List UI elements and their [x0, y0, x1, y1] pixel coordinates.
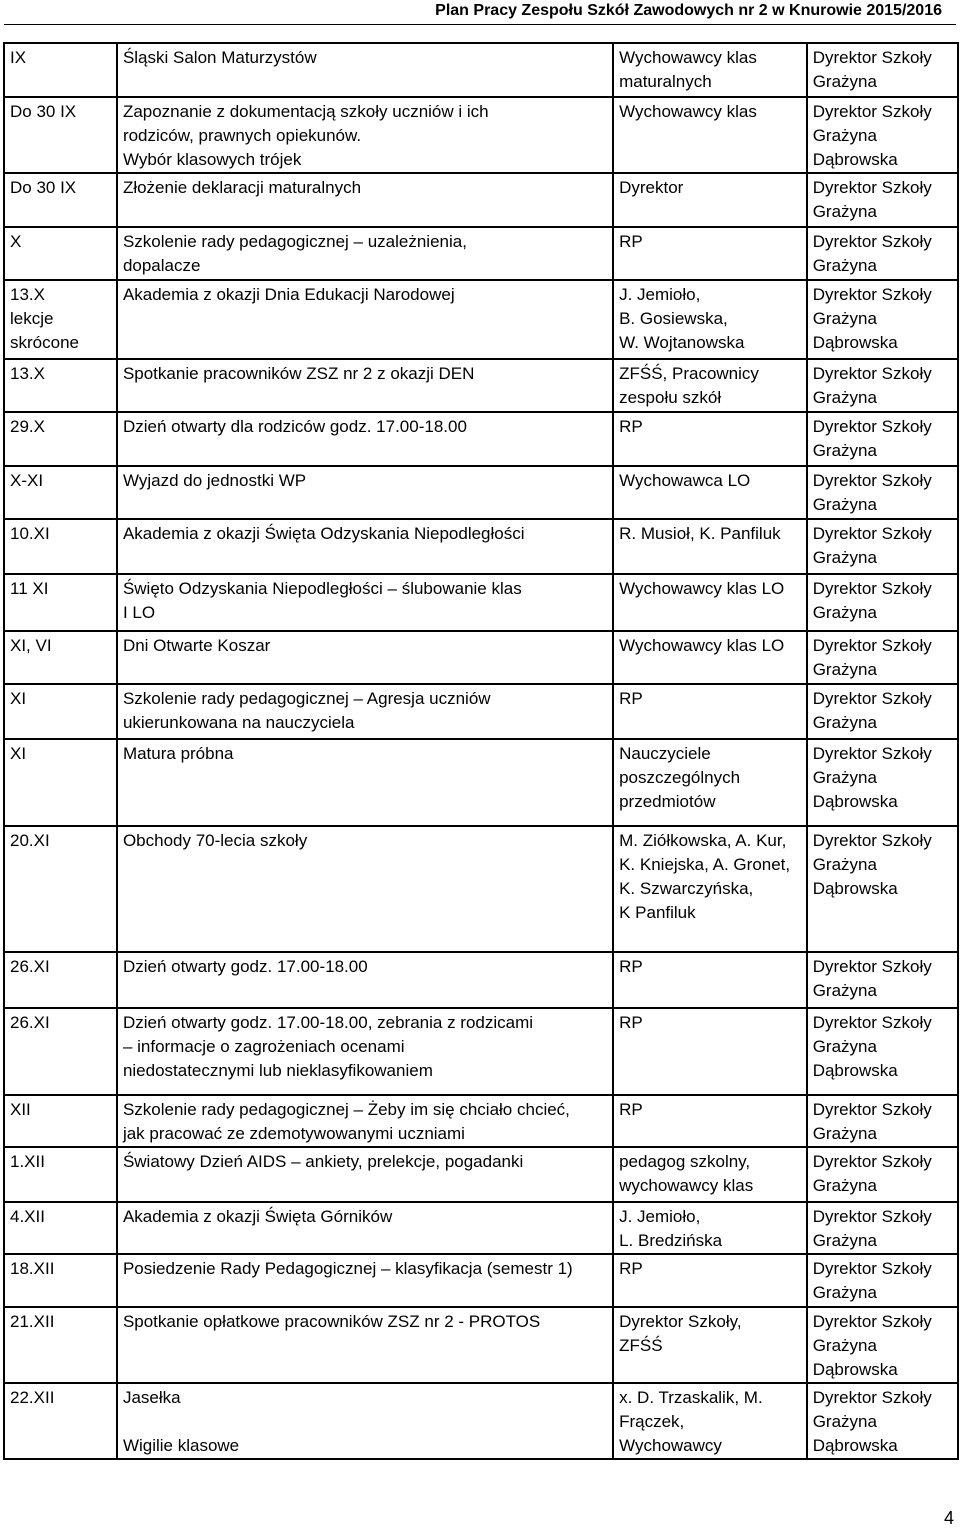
row-date-cell: XI	[4, 739, 117, 826]
row-supervisor-cell: Dyrektor Szkoły Grażyna	[807, 412, 958, 466]
row-task-cell: Śląski Salon Maturzystów	[117, 43, 613, 97]
row-supervisor-cell: Dyrektor Szkoły Grażyna	[807, 1202, 958, 1254]
row-responsible-cell: J. Jemioło, L. Bredzińska	[613, 1202, 807, 1254]
row-date-cell: 13.X lekcje skrócone	[4, 280, 117, 359]
table-row	[4, 466, 958, 519]
row-date-cell: 26.XI	[4, 1008, 117, 1095]
row-task-cell: Obchody 70-lecia szkoły	[117, 826, 613, 952]
table-row	[4, 1147, 958, 1202]
table-row	[4, 1202, 958, 1254]
row-responsible-cell: Wychowawcy klas LO	[613, 631, 807, 684]
row-supervisor-cell: Dyrektor Szkoły Grażyna	[807, 952, 958, 1008]
row-supervisor-cell: Dyrektor Szkoły Grażyna Dąbrowska	[807, 280, 958, 359]
row-responsible-cell: Dyrektor	[613, 173, 807, 227]
row-supervisor-cell: Dyrektor Szkoły Grażyna Dąbrowska	[807, 826, 958, 952]
row-task-cell: Spotkanie opłatkowe pracowników ZSZ nr 2 - PROTOS	[117, 1307, 613, 1383]
row-responsible-cell: Nauczyciele poszczególnych przedmiotów	[613, 739, 807, 826]
row-supervisor-cell: Dyrektor Szkoły Grażyna Dąbrowska	[807, 1383, 958, 1459]
row-task-cell: Święto Odzyskania Niepodległości – ślubowanie klas I LO	[117, 574, 613, 631]
row-supervisor-cell: Dyrektor Szkoły Grażyna	[807, 684, 958, 739]
row-task-cell: Szkolenie rady pedagogicznej – uzależnienia, dopalacze	[117, 227, 613, 280]
row-supervisor-cell: Dyrektor Szkoły Grażyna	[807, 1095, 958, 1147]
row-task-cell: Dzień otwarty dla rodziców godz. 17.00-18.00	[117, 412, 613, 466]
row-supervisor-cell: Dyrektor Szkoły Grażyna	[807, 1147, 958, 1202]
row-date-cell: 22.XII	[4, 1383, 117, 1459]
row-date-cell: X	[4, 227, 117, 280]
row-supervisor-cell: Dyrektor Szkoły Grażyna Dąbrowska	[807, 1307, 958, 1383]
row-date-cell: 26.XI	[4, 952, 117, 1008]
table-row	[4, 519, 958, 574]
row-responsible-cell: x. D. Trzaskalik, M. Frączek, Wychowawcy	[613, 1383, 807, 1459]
header-divider	[4, 24, 956, 25]
row-task-cell: Akademia z okazji Dnia Edukacji Narodowej	[117, 280, 613, 359]
row-responsible-cell: RP	[613, 684, 807, 739]
page-title: Plan Pracy Zespołu Szkół Zawodowych nr 2 w Knurowie 2015/2016	[435, 2, 942, 19]
row-supervisor-cell: Dyrektor Szkoły Grażyna	[807, 227, 958, 280]
row-task-cell: Akademia z okazji Święta Odzyskania Niepodległości	[117, 519, 613, 574]
row-supervisor-cell: Dyrektor Szkoły Grażyna Dąbrowska	[807, 97, 958, 173]
table-row	[4, 280, 958, 359]
row-date-cell: 11 XI	[4, 574, 117, 631]
row-supervisor-cell: Dyrektor Szkoły Grażyna	[807, 574, 958, 631]
row-supervisor-cell: Dyrektor Szkoły Grażyna	[807, 359, 958, 412]
row-task-cell: Dni Otwarte Koszar	[117, 631, 613, 684]
row-supervisor-cell: Dyrektor Szkoły Grażyna	[807, 43, 958, 97]
table-row	[4, 1095, 958, 1147]
row-date-cell: 13.X	[4, 359, 117, 412]
row-date-cell: 1.XII	[4, 1147, 117, 1202]
row-responsible-cell: Wychowawca LO	[613, 466, 807, 519]
row-supervisor-cell: Dyrektor Szkoły Grażyna Dąbrowska	[807, 1008, 958, 1095]
row-date-cell: 29.X	[4, 412, 117, 466]
work-plan-table-body	[4, 43, 958, 1459]
row-date-cell: 18.XII	[4, 1254, 117, 1307]
row-responsible-cell: Dyrektor Szkoły, ZFŚŚ	[613, 1307, 807, 1383]
row-date-cell: XI	[4, 684, 117, 739]
work-plan-table	[3, 42, 959, 1460]
row-supervisor-cell: Dyrektor Szkoły Grażyna	[807, 466, 958, 519]
row-date-cell: 4.XII	[4, 1202, 117, 1254]
table-row	[4, 1383, 958, 1459]
row-responsible-cell: pedagog szkolny, wychowawcy klas	[613, 1147, 807, 1202]
row-supervisor-cell: Dyrektor Szkoły Grażyna	[807, 631, 958, 684]
row-responsible-cell: RP	[613, 1095, 807, 1147]
row-task-cell: Szkolenie rady pedagogicznej – Żeby im się chciało chcieć, jak pracować ze zdemotywowanymi uczniami	[117, 1095, 613, 1147]
table-row	[4, 826, 958, 952]
row-supervisor-cell: Dyrektor Szkoły Grażyna	[807, 173, 958, 227]
row-responsible-cell: Wychowawcy klas	[613, 97, 807, 173]
row-date-cell: 20.XI	[4, 826, 117, 952]
row-supervisor-cell: Dyrektor Szkoły Grażyna Dąbrowska	[807, 739, 958, 826]
row-responsible-cell: ZFŚŚ, Pracownicy zespołu szkół	[613, 359, 807, 412]
table-row	[4, 684, 958, 739]
row-task-cell: Szkolenie rady pedagogicznej – Agresja uczniów ukierunkowana na nauczyciela	[117, 684, 613, 739]
table-row	[4, 1254, 958, 1307]
row-responsible-cell: M. Ziółkowska, A. Kur, K. Kniejska, A. Gronet, K. Szwarczyńska, K Panfiluk	[613, 826, 807, 952]
row-responsible-cell: J. Jemioło, B. Gosiewska, W. Wojtanowska	[613, 280, 807, 359]
page-header	[0, 0, 960, 26]
row-responsible-cell: RP	[613, 1254, 807, 1307]
table-row	[4, 359, 958, 412]
row-responsible-cell: RP	[613, 227, 807, 280]
row-task-cell: Spotkanie pracowników ZSZ nr 2 z okazji DEN	[117, 359, 613, 412]
row-date-cell: XI, VI	[4, 631, 117, 684]
row-task-cell: Posiedzenie Rady Pedagogicznej – klasyfikacja (semestr 1)	[117, 1254, 613, 1307]
row-task-cell: Dzień otwarty godz. 17.00-18.00	[117, 952, 613, 1008]
row-date-cell: XII	[4, 1095, 117, 1147]
row-task-cell: Światowy Dzień AIDS – ankiety, prelekcje, pogadanki	[117, 1147, 613, 1202]
table-row	[4, 574, 958, 631]
table-row	[4, 227, 958, 280]
row-date-cell: 10.XI	[4, 519, 117, 574]
row-responsible-cell: Wychowawcy klas LO	[613, 574, 807, 631]
row-responsible-cell: RP	[613, 952, 807, 1008]
row-date-cell: Do 30 IX	[4, 97, 117, 173]
row-supervisor-cell: Dyrektor Szkoły Grażyna	[807, 1254, 958, 1307]
table-row	[4, 412, 958, 466]
page-number: 4	[943, 1508, 954, 1528]
table-row	[4, 739, 958, 826]
row-date-cell: X-XI	[4, 466, 117, 519]
table-row	[4, 173, 958, 227]
row-task-cell: Wyjazd do jednostki WP	[117, 466, 613, 519]
row-task-cell: Złożenie deklaracji maturalnych	[117, 173, 613, 227]
table-row	[4, 97, 958, 173]
row-date-cell: Do 30 IX	[4, 173, 117, 227]
row-task-cell: Zapoznanie z dokumentacją szkoły uczniów i ich rodziców, prawnych opiekunów. Wybór klasowych trójek	[117, 97, 613, 173]
table-row	[4, 1307, 958, 1383]
row-task-cell: Matura próbna	[117, 739, 613, 826]
row-date-cell: 21.XII	[4, 1307, 117, 1383]
row-responsible-cell: R. Musioł, K. Panfiluk	[613, 519, 807, 574]
row-task-cell: Jasełka Wigilie klasowe	[117, 1383, 613, 1459]
row-task-cell: Akademia z okazji Święta Górników	[117, 1202, 613, 1254]
table-row	[4, 952, 958, 1008]
row-responsible-cell: RP	[613, 412, 807, 466]
row-responsible-cell: RP	[613, 1008, 807, 1095]
table-row	[4, 631, 958, 684]
row-date-cell: IX	[4, 43, 117, 97]
row-responsible-cell: Wychowawcy klas maturalnych	[613, 43, 807, 97]
table-row	[4, 1008, 958, 1095]
table-row	[4, 43, 958, 97]
row-supervisor-cell: Dyrektor Szkoły Grażyna	[807, 519, 958, 574]
row-task-cell: Dzień otwarty godz. 17.00-18.00, zebrania z rodzicami – informacje o zagrożeniach ocenami niedostatecznymi lub nieklasyfikowaniem	[117, 1008, 613, 1095]
